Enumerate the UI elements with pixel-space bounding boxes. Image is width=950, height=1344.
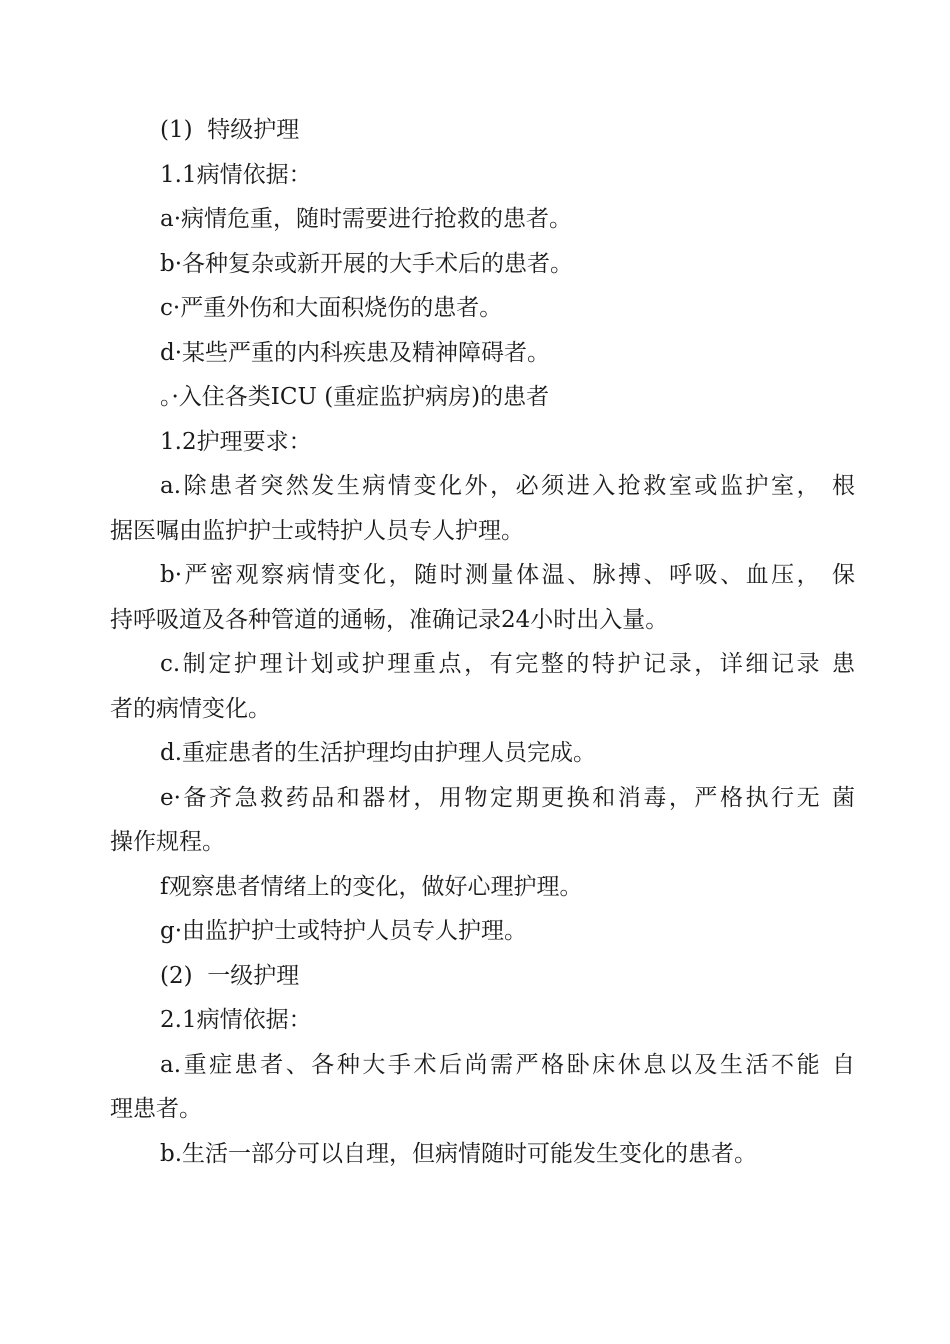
subsection-heading-condition-basis: 1.1病情依据： [160, 161, 312, 188]
list-item: a·病情危重，随时需要进行抢救的患者。 [160, 206, 573, 232]
list-item: g·由监护护士或特护人员专人护理。 [160, 918, 528, 944]
list-item: b·各种复杂或新开展的大手术后的患者。 [160, 250, 574, 277]
subsection-heading-condition-basis: 2.1病情依据： [160, 1007, 312, 1033]
list-item: f观察患者情绪上的变化，做好心理护理。 [160, 873, 583, 900]
section-heading-first-level-care: (2) 一级护理 [160, 962, 300, 989]
list-item: d.重症患者的生活护理均由护理人员完成。 [160, 740, 597, 766]
subsection-heading-care-requirements: 1.2护理要求： [160, 428, 312, 455]
paragraph-line: 理患者。 [110, 1096, 202, 1122]
list-item: 。·入住各类ICU (重症监护病房)的患者 [160, 384, 550, 410]
paragraph-line: 者的病情变化。 [110, 695, 271, 722]
list-item: b.生活一部分可以自理，但病情随时可能发生变化的患者。 [160, 1140, 758, 1167]
paragraph-line: c.制定护理计划或护理重点，有完整的特护记录，详细记录 患 [160, 651, 855, 677]
paragraph-line: 持呼吸道及各种管道的通畅，准确记录24小时出入量。 [110, 606, 669, 633]
section-heading-special-care: (1) 特级护理 [160, 117, 300, 143]
paragraph-line: a.重症患者、各种大手术后尚需严格卧床休息以及生活不能 自 [160, 1051, 855, 1078]
paragraph-line: b·严密观察病情变化，随时测量体温、脉搏、呼吸、血压， 保 [160, 562, 855, 588]
list-item: d·某些严重的内科疾患及精神障碍者。 [160, 339, 551, 366]
list-item: c·严重外伤和大面积烧伤的患者。 [160, 295, 503, 321]
paragraph-line: e·备齐急救药品和器材，用物定期更换和消毒，严格执行无 菌 [160, 784, 855, 811]
paragraph-line: a.除患者突然发生病情变化外，必须进入抢救室或监护室， 根 [160, 473, 855, 499]
document-body [110, 108, 855, 1176]
paragraph-line: 据医嘱由监护护士或特护人员专人护理。 [110, 517, 524, 544]
paragraph-line: 操作规程。 [110, 829, 225, 855]
